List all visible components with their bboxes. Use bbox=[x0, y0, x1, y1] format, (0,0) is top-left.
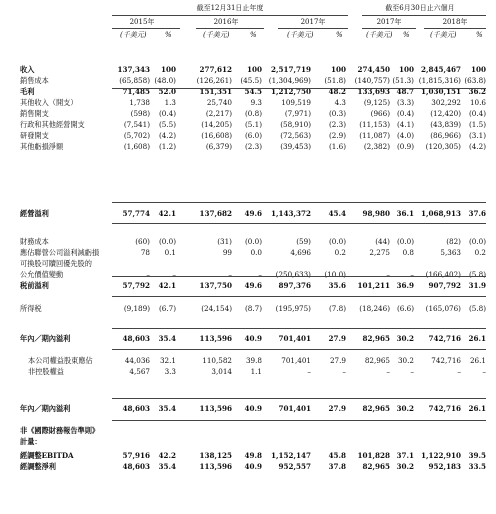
percent-cell: – bbox=[482, 367, 486, 376]
table-row bbox=[0, 97, 496, 108]
row-label: 行政和其他經營開支 bbox=[20, 120, 85, 129]
amount-cell: 113,596 bbox=[199, 462, 232, 471]
table-row bbox=[0, 450, 496, 461]
amount-cell: (11,087) bbox=[359, 131, 390, 140]
row-label: 税前溢利 bbox=[20, 281, 49, 290]
amount-cell: 952,183 bbox=[428, 462, 461, 471]
amount-cell: 742,716 bbox=[428, 334, 461, 343]
rule-below-pretax-profit bbox=[112, 296, 486, 297]
row-label: 經調整淨利 bbox=[20, 462, 56, 471]
percent-cell: (4.2) bbox=[158, 131, 176, 140]
percent-cell: 48.2 bbox=[328, 87, 346, 96]
percent-cell: – bbox=[258, 270, 262, 279]
amount-cell: 701,401 bbox=[278, 404, 311, 413]
amount-cell: (1,815,316) bbox=[418, 76, 461, 85]
amount-cell: (120,305) bbox=[425, 142, 461, 151]
percent-cell: 27.9 bbox=[328, 334, 346, 343]
amount-cell: 57,792 bbox=[122, 281, 150, 290]
amount-cell: 907,792 bbox=[428, 281, 461, 290]
amount-cell: (9,125) bbox=[363, 98, 390, 107]
amount-cell: 82,965 bbox=[362, 334, 390, 343]
pct-label-2015: % bbox=[165, 31, 172, 39]
table-row bbox=[0, 108, 496, 119]
percent-cell: – bbox=[342, 367, 346, 376]
amount-cell: 48,603 bbox=[122, 462, 150, 471]
amount-cell: 2,275 bbox=[369, 248, 390, 257]
table-row bbox=[0, 461, 496, 472]
amount-cell: (43,839) bbox=[430, 120, 461, 129]
pct-label-2016: % bbox=[250, 31, 257, 39]
percent-cell: (0.0) bbox=[158, 237, 176, 246]
percent-cell: 42.2 bbox=[158, 451, 176, 460]
pct-label-2018-interim: % bbox=[476, 31, 483, 39]
amount-cell: 302,292 bbox=[431, 98, 461, 107]
amount-cell: (250,633) bbox=[275, 270, 311, 279]
percent-cell: 100 bbox=[470, 65, 486, 74]
row-label: 非《國際財務報告準則》 bbox=[20, 426, 100, 435]
percent-cell: 35.4 bbox=[158, 462, 176, 471]
amount-cell: (598) bbox=[130, 109, 150, 118]
percent-cell: (0.0) bbox=[396, 237, 414, 246]
amount-cell: 137,682 bbox=[199, 209, 232, 218]
amount-cell: 44,036 bbox=[124, 356, 150, 365]
unit-label-2018-interim: (千美元) bbox=[430, 31, 457, 39]
percent-cell: 49.8 bbox=[244, 451, 262, 460]
amount-cell: 101,211 bbox=[357, 281, 390, 290]
table-row bbox=[0, 436, 496, 447]
percent-cell: 1.3 bbox=[164, 98, 176, 107]
amount-cell: (18,246) bbox=[359, 304, 390, 313]
percent-cell: 40.9 bbox=[244, 404, 262, 413]
amount-cell: (1,608) bbox=[123, 142, 150, 151]
amount-cell: 952,557 bbox=[278, 462, 311, 471]
amount-cell: 1,068,913 bbox=[420, 209, 461, 218]
unit-label-2017: (千美元) bbox=[287, 31, 314, 39]
percent-cell: (7.8) bbox=[328, 304, 346, 313]
table-row bbox=[0, 425, 496, 436]
percent-cell: 35.4 bbox=[158, 334, 176, 343]
amount-cell: 1,122,910 bbox=[420, 451, 461, 460]
percent-cell: 100 bbox=[160, 65, 176, 74]
amount-cell: (5,702) bbox=[123, 131, 150, 140]
percent-cell: 37.6 bbox=[468, 209, 486, 218]
percent-cell: 100 bbox=[330, 65, 346, 74]
percent-cell: (5.8) bbox=[468, 304, 486, 313]
percent-cell: 0.2 bbox=[474, 248, 486, 257]
percent-cell: (2.9) bbox=[328, 131, 346, 140]
percent-cell: (0.0) bbox=[244, 237, 262, 246]
table-row bbox=[0, 303, 496, 314]
percent-cell: (4.1) bbox=[396, 120, 414, 129]
percent-cell: 42.1 bbox=[158, 281, 176, 290]
amount-cell: 113,596 bbox=[199, 334, 232, 343]
row-label: 其他收入（開支） bbox=[20, 98, 78, 107]
year-header-2016: 2016年 bbox=[213, 18, 239, 26]
amount-cell: (58,910) bbox=[280, 120, 311, 129]
rule-below-operating-profit bbox=[112, 223, 486, 224]
amount-cell: (6,379) bbox=[205, 142, 232, 151]
percent-cell: 45.4 bbox=[328, 209, 346, 218]
percent-cell: (5.8) bbox=[468, 270, 486, 279]
rule-above-gross-profit bbox=[112, 88, 486, 89]
six-month-period-header: 截至6月30日止六個月 bbox=[385, 4, 455, 12]
amount-cell: (7,541) bbox=[123, 120, 150, 129]
table-row bbox=[0, 258, 496, 269]
rule-below-net-profit bbox=[112, 349, 486, 350]
percent-cell: (8.7) bbox=[244, 304, 262, 313]
amount-cell: 82,965 bbox=[362, 462, 390, 471]
percent-cell: 37.1 bbox=[396, 451, 414, 460]
rule-above-pretax-profit bbox=[112, 276, 486, 277]
percent-cell: (0.8) bbox=[244, 109, 262, 118]
amount-cell: (140,757) bbox=[354, 76, 390, 85]
percent-cell: 30.2 bbox=[396, 334, 414, 343]
amount-cell: 4,696 bbox=[290, 248, 311, 257]
percent-cell: 49.6 bbox=[244, 209, 262, 218]
percent-cell: (6.6) bbox=[396, 304, 414, 313]
percent-cell: 26.1 bbox=[468, 404, 486, 413]
row-label: 非控股權益 bbox=[28, 367, 64, 376]
row-label: 研發開支 bbox=[20, 131, 49, 140]
percent-cell: 0.8 bbox=[402, 248, 414, 257]
table-row bbox=[0, 366, 496, 377]
row-label: 計量： bbox=[20, 437, 42, 446]
row-label: 年內／期內溢利 bbox=[20, 404, 71, 413]
row-label: 經調整EBITDA bbox=[20, 451, 74, 460]
percent-cell: 40.9 bbox=[244, 462, 262, 471]
amount-cell: (24,154) bbox=[201, 304, 232, 313]
table-row bbox=[0, 141, 496, 152]
amount-cell: (1,304,969) bbox=[268, 76, 311, 85]
percent-cell: (45.5) bbox=[240, 76, 262, 85]
amount-cell: (165,076) bbox=[425, 304, 461, 313]
amount-cell: (31) bbox=[217, 237, 232, 246]
amount-cell: (9,189) bbox=[123, 304, 150, 313]
amount-cell: 5,363 bbox=[440, 248, 461, 257]
percent-cell: 1.1 bbox=[250, 367, 262, 376]
amount-cell: 701,401 bbox=[281, 356, 311, 365]
amount-cell: 701,401 bbox=[278, 334, 311, 343]
percent-cell: (10.0) bbox=[324, 270, 346, 279]
amount-cell: – bbox=[228, 270, 232, 279]
year-rule-2015 bbox=[112, 28, 180, 29]
amount-cell: (166,402) bbox=[425, 270, 461, 279]
amount-cell: (82) bbox=[446, 237, 461, 246]
percent-cell: (1.6) bbox=[328, 142, 346, 151]
amount-cell: 2,845,467 bbox=[420, 65, 461, 74]
amount-cell: 1,030,151 bbox=[420, 87, 461, 96]
row-label: 銷售成本 bbox=[20, 76, 49, 85]
year-rule-2016 bbox=[196, 28, 264, 29]
table-row bbox=[0, 403, 496, 414]
percent-cell: 100 bbox=[246, 65, 262, 74]
percent-cell: 32.1 bbox=[159, 356, 176, 365]
amount-cell: 25,740 bbox=[206, 98, 232, 107]
percent-cell: 0.2 bbox=[334, 248, 346, 257]
percent-cell: (5.1) bbox=[244, 120, 262, 129]
table-row bbox=[0, 75, 496, 86]
unit-label-2015: (千美元) bbox=[120, 31, 147, 39]
percent-cell: 36.2 bbox=[468, 87, 486, 96]
percent-cell: (6.0) bbox=[244, 131, 262, 140]
percent-cell: 100 bbox=[398, 65, 414, 74]
row-label: 所得税 bbox=[20, 304, 42, 313]
amount-cell: – bbox=[457, 367, 461, 376]
percent-cell: 54.5 bbox=[244, 87, 262, 96]
amount-cell: (12,420) bbox=[430, 109, 461, 118]
amount-cell: 1,738 bbox=[129, 98, 150, 107]
percent-cell: (4.2) bbox=[468, 142, 486, 151]
row-label: 本公司權益股東應佔 bbox=[28, 356, 93, 365]
percent-cell: – bbox=[410, 270, 414, 279]
percent-cell: 42.1 bbox=[158, 209, 176, 218]
percent-cell: 10.6 bbox=[469, 98, 486, 107]
amount-cell: (966) bbox=[370, 109, 390, 118]
pct-label-2017: % bbox=[336, 31, 343, 39]
percent-cell: 31.9 bbox=[468, 281, 486, 290]
row-label: 年內／期內溢利 bbox=[20, 334, 71, 343]
percent-cell: 52.0 bbox=[158, 87, 176, 96]
row-label: 經營溢利 bbox=[20, 209, 49, 218]
amount-cell: (60) bbox=[135, 237, 150, 246]
year-header-2015: 2015年 bbox=[129, 18, 155, 26]
amount-cell: 57,774 bbox=[122, 209, 150, 218]
row-label: 公允價值變動 bbox=[20, 270, 64, 279]
year-period-header: 截至12月31日止年度 bbox=[196, 4, 264, 12]
amount-cell: 2,517,719 bbox=[270, 65, 311, 74]
amount-cell: 99 bbox=[222, 248, 232, 257]
header-rule-annual bbox=[112, 15, 348, 16]
percent-cell: (0.4) bbox=[158, 109, 176, 118]
amount-cell: 98,980 bbox=[362, 209, 390, 218]
percent-cell: 45.8 bbox=[328, 451, 346, 460]
amount-cell: 133,693 bbox=[357, 87, 390, 96]
percent-cell: 26.1 bbox=[469, 356, 486, 365]
amount-cell: (7,971) bbox=[284, 109, 311, 118]
percent-cell: (0.0) bbox=[468, 237, 486, 246]
percent-cell: (0.4) bbox=[468, 109, 486, 118]
header-rule-interim bbox=[362, 15, 486, 16]
table-row bbox=[0, 247, 496, 258]
amount-cell: – bbox=[386, 367, 390, 376]
amount-cell: 1,152,147 bbox=[270, 451, 311, 460]
year-header-2018-interim: 2018年 bbox=[442, 18, 468, 26]
rule-below-net-profit-2 bbox=[112, 420, 486, 421]
percent-cell: (0.3) bbox=[328, 109, 346, 118]
amount-cell: 71,485 bbox=[122, 87, 150, 96]
amount-cell: – bbox=[307, 367, 311, 376]
amount-cell: 1,143,372 bbox=[270, 209, 311, 218]
percent-cell: (4.0) bbox=[396, 131, 414, 140]
percent-cell: 36.1 bbox=[396, 209, 414, 218]
percent-cell: 37.8 bbox=[328, 462, 346, 471]
percent-cell: (6.7) bbox=[158, 304, 176, 313]
unit-label-2017-interim: (千美元) bbox=[366, 31, 393, 39]
amount-cell: 48,603 bbox=[122, 404, 150, 413]
row-label: 銷售開支 bbox=[20, 109, 49, 118]
amount-cell: 897,376 bbox=[278, 281, 311, 290]
amount-cell: (126,261) bbox=[196, 76, 232, 85]
table-row bbox=[0, 236, 496, 247]
percent-cell: (51.3) bbox=[392, 76, 414, 85]
percent-cell: 9.3 bbox=[250, 98, 262, 107]
amount-cell: 109,519 bbox=[281, 98, 311, 107]
percent-cell: 36.9 bbox=[396, 281, 414, 290]
percent-cell: (2.3) bbox=[328, 120, 346, 129]
amount-cell: 110,582 bbox=[202, 356, 232, 365]
percent-cell: (0.4) bbox=[396, 109, 414, 118]
percent-cell: 35.4 bbox=[158, 404, 176, 413]
table-row bbox=[0, 130, 496, 141]
percent-cell: (51.8) bbox=[324, 76, 346, 85]
amount-cell: 1,212,750 bbox=[270, 87, 311, 96]
amount-cell: (11,153) bbox=[359, 120, 390, 129]
percent-cell: 27.9 bbox=[329, 356, 346, 365]
percent-cell: – bbox=[410, 367, 414, 376]
row-label: 其他虧損淨額 bbox=[20, 142, 64, 151]
percent-cell: 30.2 bbox=[397, 356, 414, 365]
amount-cell: (195,975) bbox=[275, 304, 311, 313]
row-label: 應佔聯營公司溢利減虧損 bbox=[20, 248, 100, 257]
year-header-2017: 2017年 bbox=[300, 18, 326, 26]
percent-cell: 3.3 bbox=[164, 367, 176, 376]
amount-cell: 57,916 bbox=[122, 451, 150, 460]
amount-cell: 742,716 bbox=[428, 404, 461, 413]
table-row bbox=[0, 355, 496, 366]
percent-cell: (0.9) bbox=[396, 142, 414, 151]
percent-cell: 39.8 bbox=[245, 356, 262, 365]
year-rule-2017-interim bbox=[362, 28, 416, 29]
amount-cell: 82,965 bbox=[364, 356, 390, 365]
amount-cell: 138,125 bbox=[199, 451, 232, 460]
amount-cell: 82,965 bbox=[362, 404, 390, 413]
rule-above-net-profit-2 bbox=[112, 398, 486, 399]
amount-cell: – bbox=[146, 270, 150, 279]
amount-cell: 113,596 bbox=[199, 404, 232, 413]
amount-cell: – bbox=[386, 270, 390, 279]
amount-cell: (16,608) bbox=[201, 131, 232, 140]
amount-cell: 277,612 bbox=[199, 65, 232, 74]
percent-cell: (3.3) bbox=[396, 98, 414, 107]
percent-cell: 30.2 bbox=[396, 462, 414, 471]
percent-cell: – bbox=[172, 270, 176, 279]
percent-cell: 27.9 bbox=[328, 404, 346, 413]
unit-label-2016: (千美元) bbox=[203, 31, 230, 39]
table-row bbox=[0, 280, 496, 291]
percent-cell: (2.3) bbox=[244, 142, 262, 151]
year-rule-2017 bbox=[278, 28, 348, 29]
percent-cell: 0.0 bbox=[250, 248, 262, 257]
amount-cell: 742,716 bbox=[431, 356, 461, 365]
table-row bbox=[0, 269, 496, 280]
table-row bbox=[0, 333, 496, 344]
amount-cell: 151,351 bbox=[199, 87, 232, 96]
amount-cell: 137,343 bbox=[117, 65, 150, 74]
amount-cell: (59) bbox=[296, 237, 311, 246]
percent-cell: 30.2 bbox=[396, 404, 414, 413]
percent-cell: 35.6 bbox=[328, 281, 346, 290]
percent-cell: (3.1) bbox=[468, 131, 486, 140]
percent-cell: (0.0) bbox=[328, 237, 346, 246]
percent-cell: 39.5 bbox=[468, 451, 486, 460]
rule-above-operating-profit bbox=[112, 202, 486, 203]
rule-above-net-profit bbox=[112, 328, 486, 329]
percent-cell: 0.1 bbox=[164, 248, 176, 257]
amount-cell: (65,858) bbox=[119, 76, 150, 85]
amount-cell: 48,603 bbox=[122, 334, 150, 343]
amount-cell: (72,563) bbox=[280, 131, 311, 140]
amount-cell: 4,567 bbox=[129, 367, 150, 376]
amount-cell: (2,217) bbox=[205, 109, 232, 118]
amount-cell: 274,450 bbox=[357, 65, 390, 74]
percent-cell: 4.3 bbox=[334, 98, 346, 107]
percent-cell: 49.6 bbox=[244, 281, 262, 290]
percent-cell: (48.0) bbox=[154, 76, 176, 85]
amount-cell: (2,382) bbox=[363, 142, 390, 151]
percent-cell: (5.5) bbox=[158, 120, 176, 129]
percent-cell: 26.1 bbox=[468, 334, 486, 343]
row-label: 收入 bbox=[20, 65, 35, 74]
percent-cell: 33.5 bbox=[468, 462, 486, 471]
amount-cell: 137,750 bbox=[199, 281, 232, 290]
table-row bbox=[0, 64, 496, 75]
year-rule-2018-interim bbox=[424, 28, 486, 29]
percent-cell: (63.8) bbox=[464, 76, 486, 85]
amount-cell: 101,828 bbox=[357, 451, 390, 460]
table-row bbox=[0, 208, 496, 219]
row-label: 毛利 bbox=[20, 87, 35, 96]
amount-cell: (39,453) bbox=[280, 142, 311, 151]
amount-cell: (86,966) bbox=[430, 131, 461, 140]
table-row bbox=[0, 119, 496, 130]
amount-cell: 3,014 bbox=[211, 367, 232, 376]
amount-cell: 78 bbox=[140, 248, 150, 257]
row-label: 可換股可贖回優先股的 bbox=[20, 259, 92, 268]
year-header-2017-interim: 2017年 bbox=[376, 18, 402, 26]
percent-cell: 48.7 bbox=[396, 87, 414, 96]
amount-cell: (44) bbox=[375, 237, 390, 246]
row-label: 財務成本 bbox=[20, 237, 49, 246]
amount-cell: (14,205) bbox=[201, 120, 232, 129]
percent-cell: (1.2) bbox=[158, 142, 176, 151]
percent-cell: 40.9 bbox=[244, 334, 262, 343]
pct-label-2017-interim: % bbox=[403, 31, 410, 39]
percent-cell: (1.5) bbox=[468, 120, 486, 129]
